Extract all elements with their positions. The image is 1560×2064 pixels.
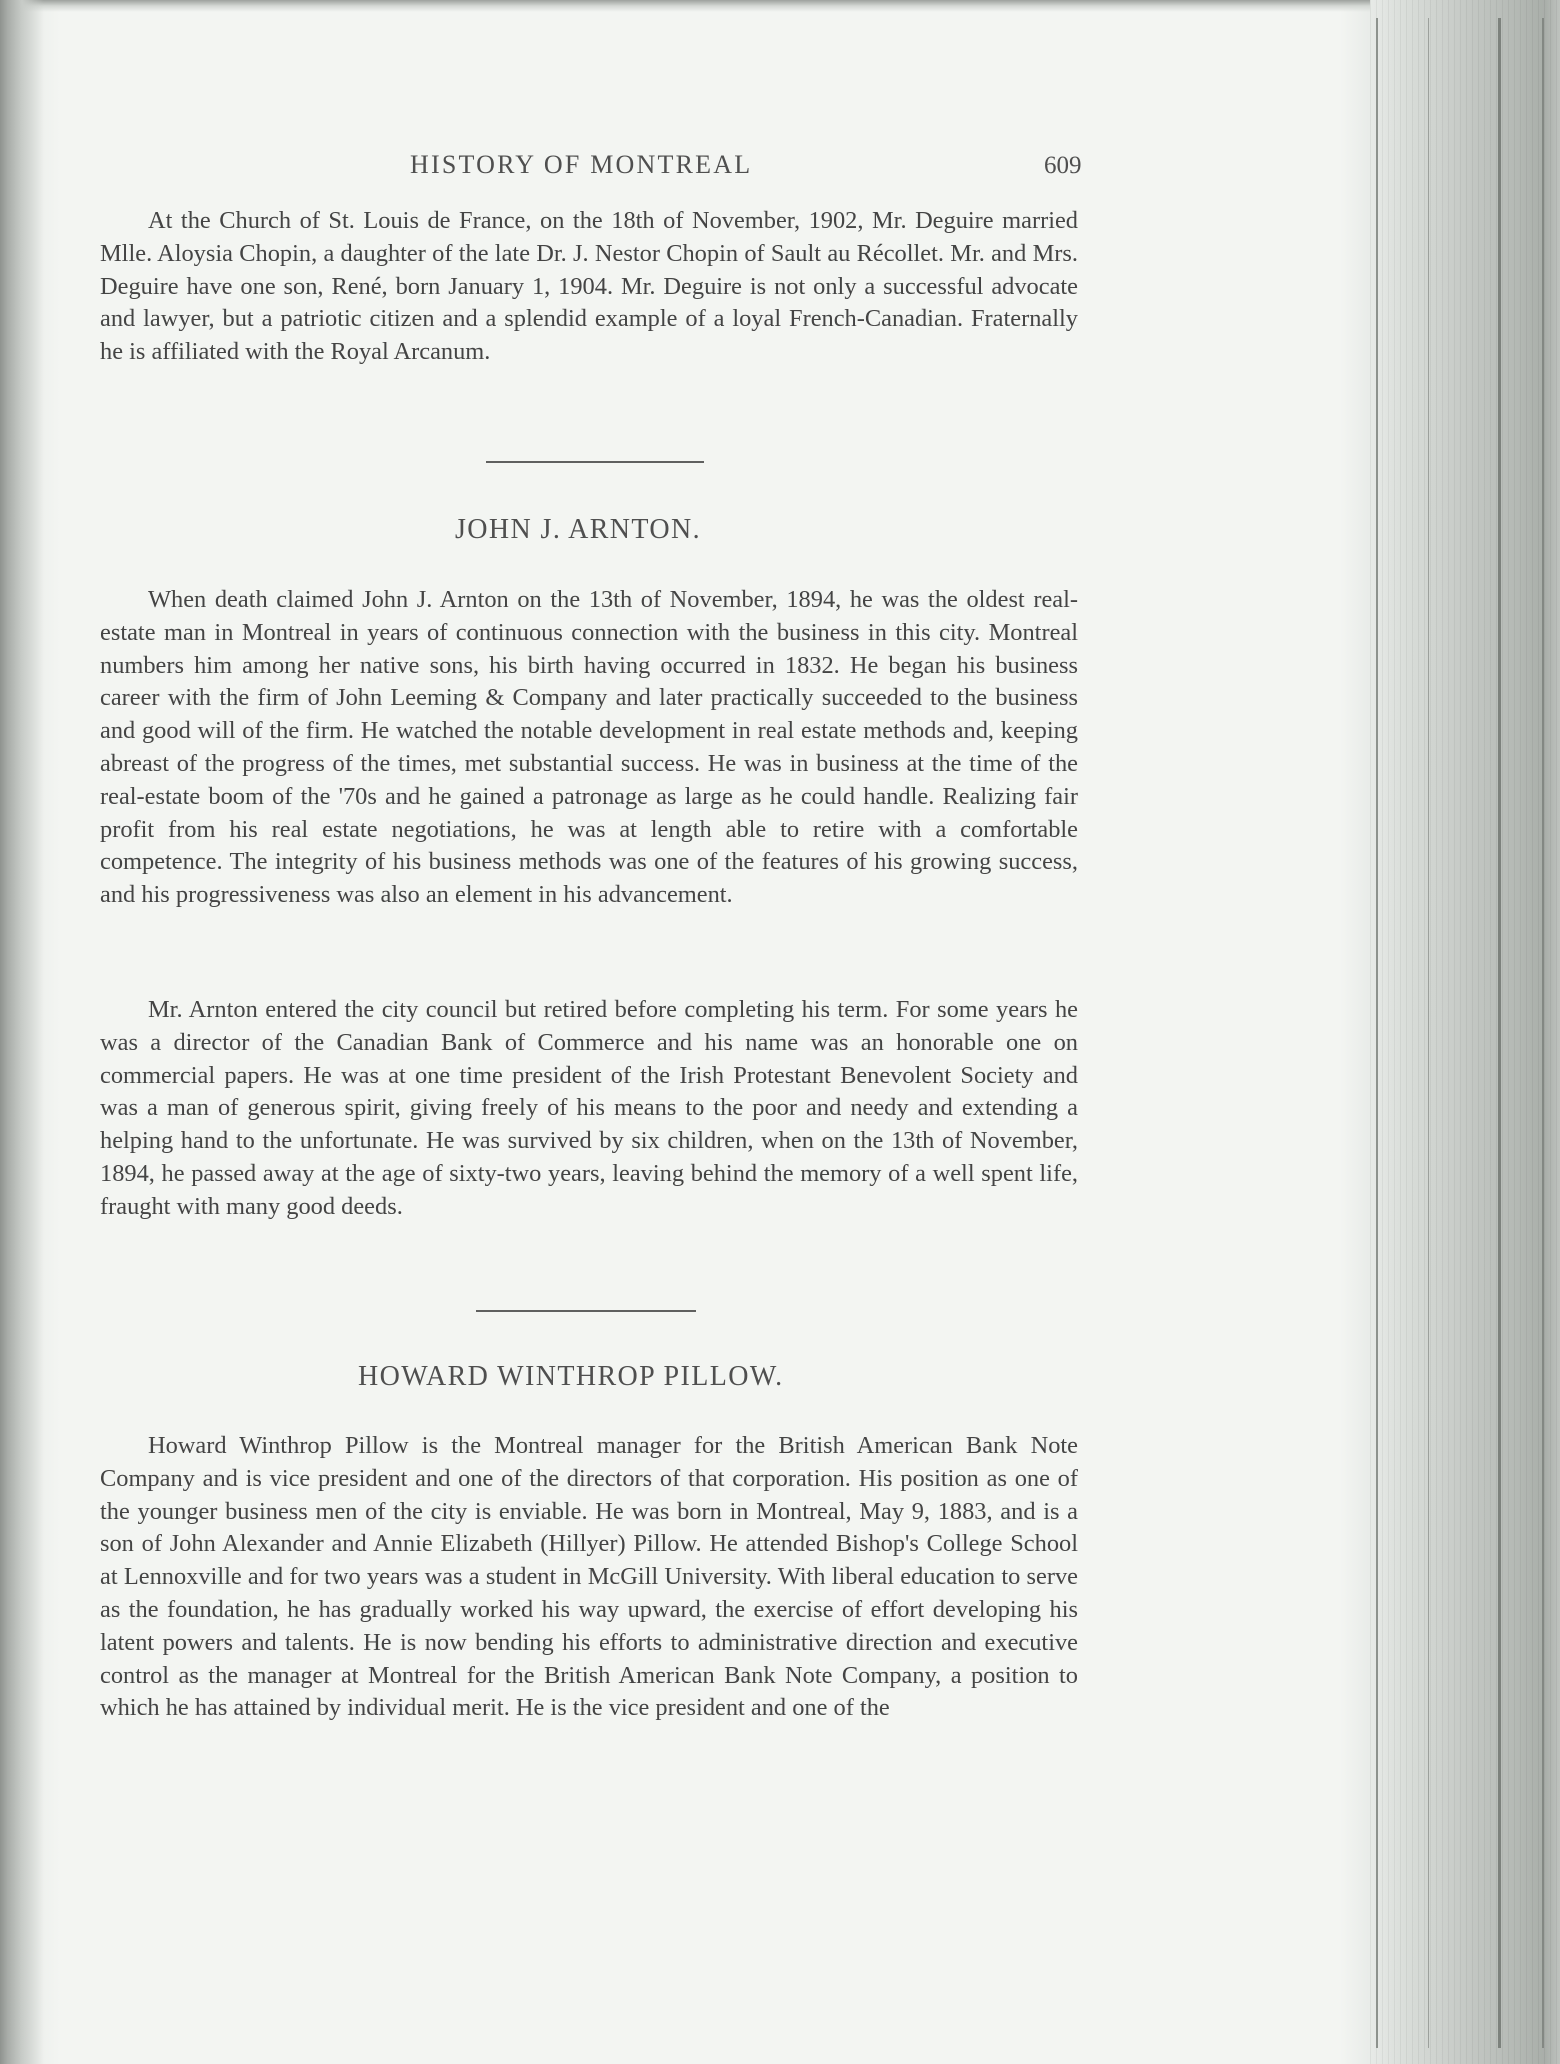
paragraph-arnton-career: When death claimed John J. Arnton on the 13th of November, 1894, he was the oldest real-estate man in Montreal in years of continuous connection with the business in this city. Montreal numbers him among her native sons, his birth having occurred in 1832. He began his business career with the firm of John Leeming & Company and later practically succeeded to the business and good will of the firm. He watched the notable development in real estate methods and, keeping abreast of the progress of the times, met substantial success. He was in business at the time of the real-estate boom of the '70s and he gained a patronage as large as he could handle. Realizing fair profit from his real estate negotiations, he was at length able to retire with a comfortable competence. The integrity of his business methods was one of the features of his growing success, and his progressiveness was also an element in his advancement. (100, 586, 1078, 909)
section-title-john-arnton: JOHN J. ARNTON. (455, 514, 702, 545)
page-number: 609 (1044, 152, 1082, 179)
paragraph-arnton-public-life: Mr. Arnton entered the city council but retired before completing his term. For some years he was a director of the Canadian Bank of Commerce and his name was an honorable one on commercial papers. He was at one time president of the Irish Protestant Benevolent Society and was a man of generous spirit, giving freely of his means to the poor and needy and extending a helping hand to the unfortunate. He was survived by six children, when on the 13th of November, 1894, he passed away at the age of sixty-two years, leaving behind the memory of a well spent life, fraught with many good deeds. (100, 996, 1078, 1220)
page-edge-line (1376, 18, 1378, 2048)
section-divider (476, 1310, 696, 1312)
page-edge-line (1428, 18, 1429, 2048)
paragraph-pillow-biography: Howard Winthrop Pillow is the Montreal manager for the British American Bank Note Company and is vice president and one of the directors of that corporation. His position as one of the younger business men of the city is enviable. He was born in Montreal, May 9, 1883, and is a son of John Alexander and Annie Elizabeth (Hillyer) Pillow. He attended Bishop's College School at Lennoxville and for two years was a student in McGill University. With liberal education to serve as the foundation, he has gradually worked his way upward, the exercise of effort developing his latent powers and talents. He is now bending his efforts to administrative direction and executive control as the manager at Montreal for the British American Bank Note Company, a position to which he has attained by individual merit. He is the vice president and one of the (100, 1432, 1078, 1722)
section-divider (486, 461, 704, 463)
binding-gutter-shadow (0, 0, 44, 2064)
page-edge-line (1542, 18, 1544, 2048)
page-edge-line (1498, 18, 1501, 2048)
section-title-howard-pillow: HOWARD WINTHROP PILLOW. (358, 1361, 784, 1392)
stacked-page-edges (1370, 0, 1560, 2064)
running-title: HISTORY OF MONTREAL (410, 150, 753, 179)
page-top-shadow (0, 0, 1560, 12)
paragraph-deguire-marriage: At the Church of St. Louis de France, on the 18th of November, 1902, Mr. Deguire married Mlle. Aloysia Chopin, a daughter of the late Dr. J. Nestor Chopin of Sault au Récollet. Mr. and Mrs. Deguire have one son, René, born January 1, 1904. Mr. Deguire is not only a successful advocate and lawyer, but a patriotic citizen and a splendid example of a loyal French-Canadian. Fraternally he is affiliated with the Royal Arcanum. (100, 207, 1078, 366)
